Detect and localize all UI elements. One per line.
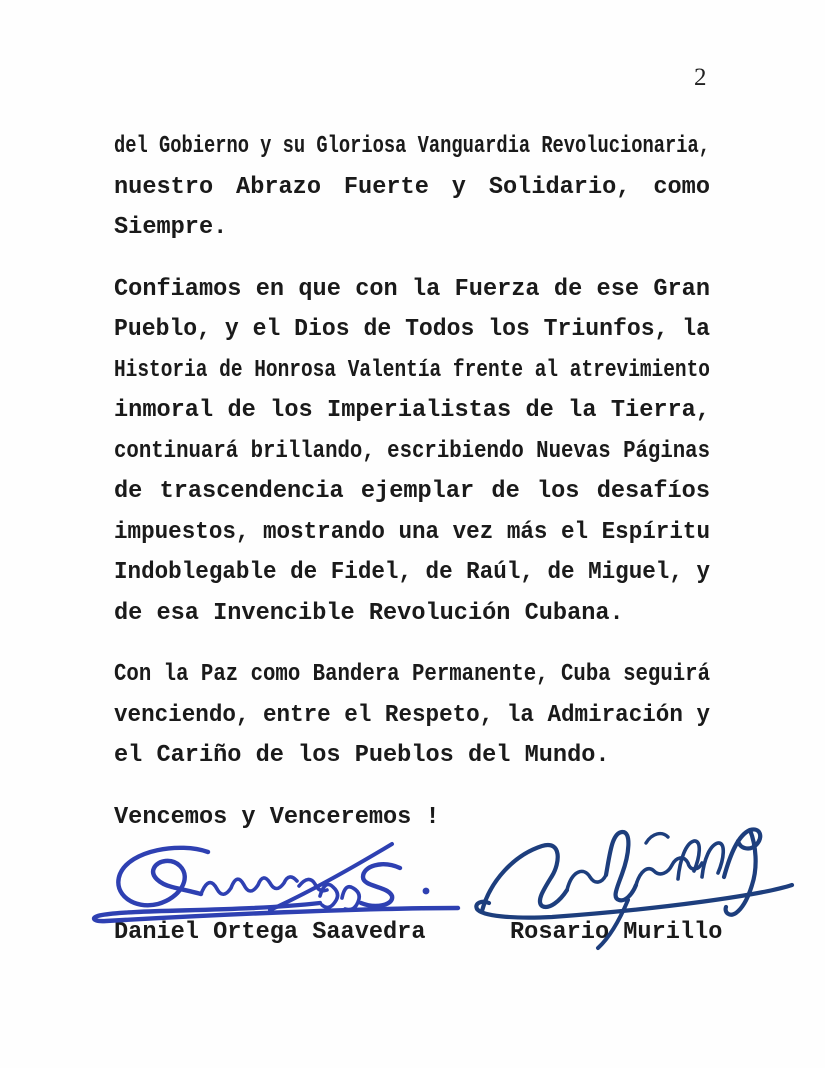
- closing-paragraph: [114, 798, 710, 839]
- signature-names-row: [0, 913, 825, 955]
- paragraph: [114, 270, 710, 635]
- paragraph-line: el Cariño de los Pueblos del Mundo.: [114, 742, 610, 769]
- paragraph-line: Historia de Honrosa Valentía frente al atrevimiento: [114, 356, 710, 384]
- page-number: 2: [694, 64, 707, 91]
- signatory-name-daniel-ortega: Daniel Ortega Saavedra: [114, 919, 426, 946]
- paragraph-line: Indoblegable de Fidel, de Raúl, de Miguel, y: [114, 559, 710, 586]
- paragraph-line: Siempre.: [114, 214, 228, 241]
- paragraph-line: nuestro Abrazo Fuerte y Solidario, como: [114, 173, 710, 201]
- paragraph-line: de esa Invencible Revolución Cubana.: [114, 599, 624, 627]
- paragraph-line: impuestos, mostrando una vez más el Espíritu: [114, 518, 710, 546]
- paragraph-line: Con la Paz como Bandera Permanente, Cuba seguirá: [114, 661, 711, 688]
- letter-body: [114, 127, 710, 838]
- paragraph-line: venciendo, entre el Respeto, la Admiración y: [114, 701, 710, 729]
- paragraph-line: del Gobierno y su Gloriosa Vanguardia Revolucionaria,: [114, 133, 710, 160]
- paragraph-line: continuará brillando, escribiendo Nuevas Páginas: [114, 437, 711, 465]
- paragraph-line: Pueblo, y el Dios de Todos los Triunfos, la: [114, 316, 711, 343]
- paragraph-line: Confiamos en que con la Fuerza de ese Gran: [114, 275, 710, 303]
- signatory-name-rosario-murillo: Rosario Murillo: [510, 919, 723, 946]
- paragraph: [114, 127, 710, 249]
- closing-line: Vencemos y Venceremos !: [114, 803, 440, 831]
- paragraph: [114, 655, 710, 777]
- paragraph-line: inmoral de los Imperialistas de la Tierra,: [114, 397, 710, 424]
- signature-daniel-ortega-ink: [80, 830, 470, 925]
- paragraph-line: de trascendencia ejemplar de los desafíos: [114, 478, 710, 505]
